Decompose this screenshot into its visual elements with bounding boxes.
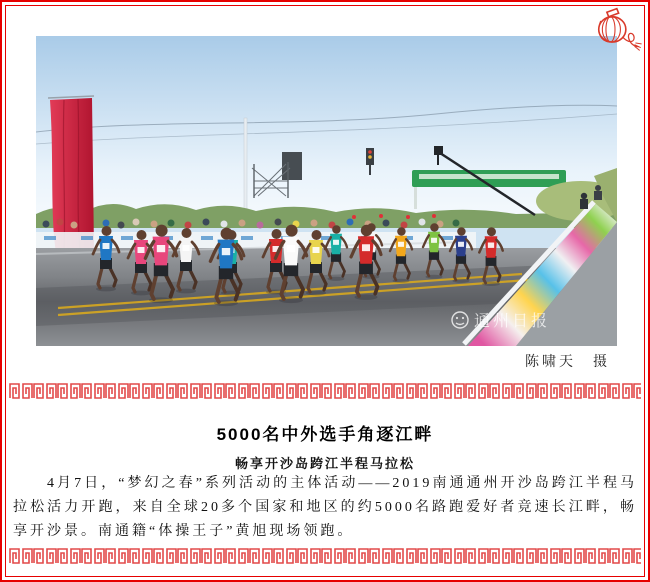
fret-divider-bottom (9, 547, 641, 565)
lantern-icon (587, 5, 643, 52)
article-body: 4月7日，“梦幻之春”系列活动的主体活动——2019南通通州开沙岛跨江半程马拉松活力开跑，来自全球20多个国家和地区的约5000名路跑爱好者竞速长江畔，畅享开沙景。南通籍“体操王子”黄旭现场领跑。 (13, 476, 637, 539)
photographer-credit: 陈啸天 摄 (525, 353, 610, 369)
article-title: 5000名中外选手角逐江畔 (216, 425, 434, 444)
marathon-photo-scene (36, 36, 617, 346)
pole (244, 118, 247, 216)
red-banner (48, 96, 94, 252)
fret-divider-top (9, 382, 641, 400)
marathon-photo (36, 36, 617, 346)
watermark-text: 通州日报 (474, 313, 551, 330)
article-subtitle: 畅享开沙岛跨江半程马拉松 (234, 456, 415, 471)
